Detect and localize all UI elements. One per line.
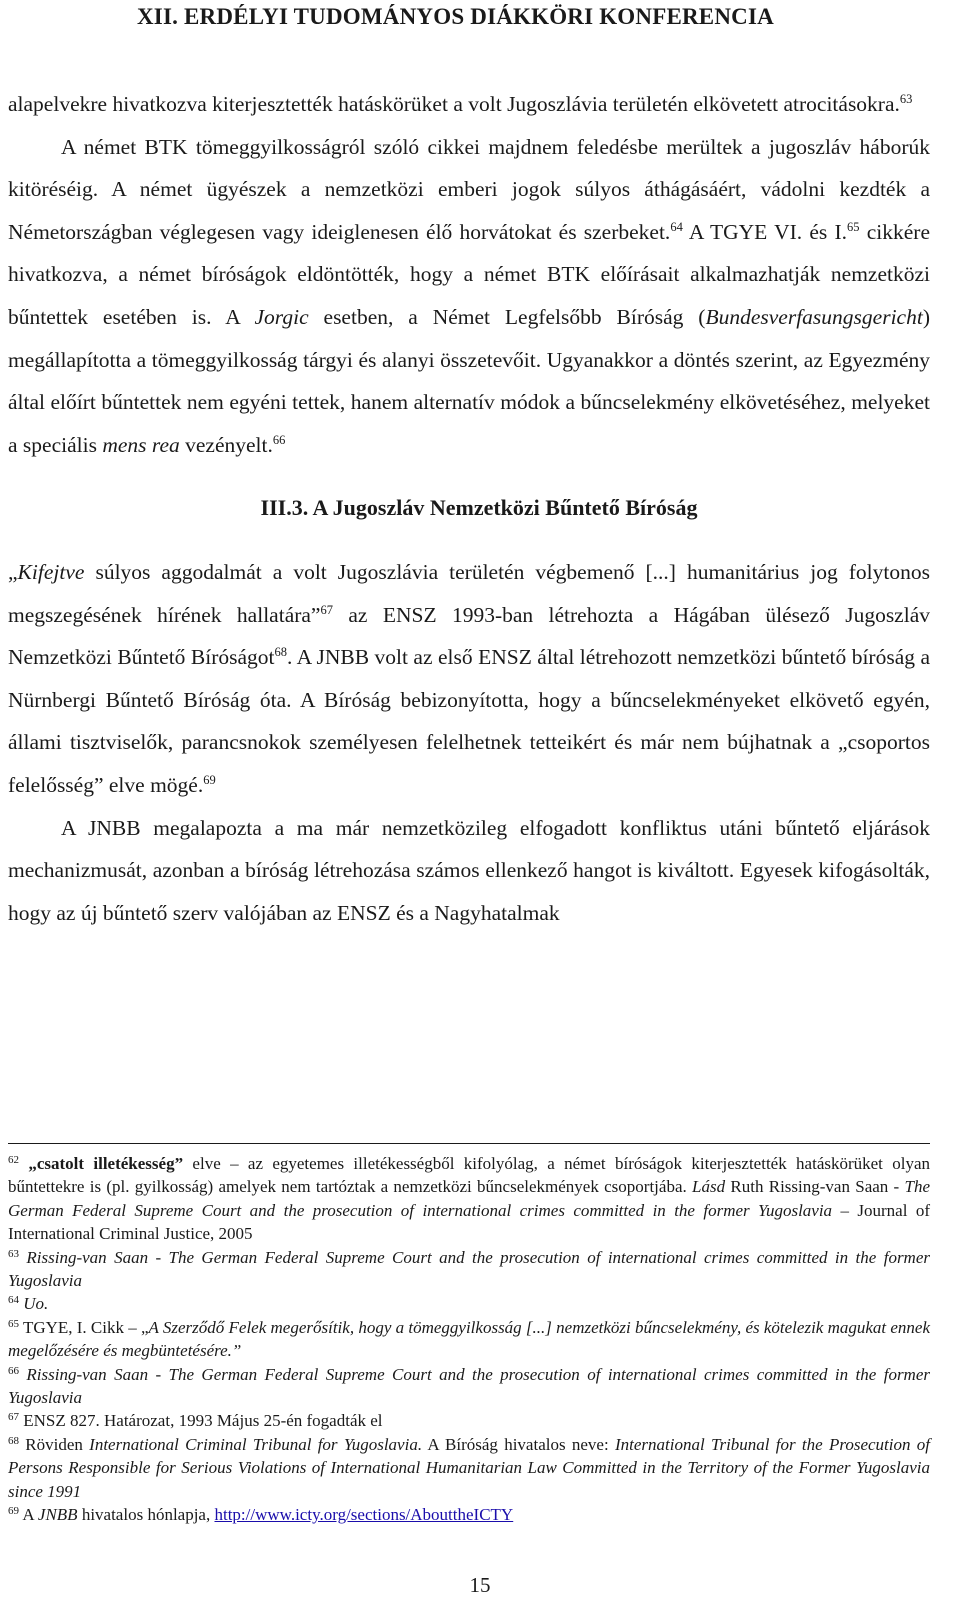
footnote-68: $^{68}$ Röviden International Criminal Tribunal for Yugoslavia. A Bíróság hivatalos neve: International Tribunal for the Prosecution of Persons Responsible for Serious Violations of International Humanitarian Law Committed in the Territory of the Former Yugoslavia since 1991 <box>8 1434 930 1501</box>
icty-link[interactable]: http://www.icty.org/sections/AbouttheICTY <box>214 1505 514 1525</box>
paragraph-4: A JNBB megalapozta a ma már nemzetközileg elfogadott konfliktus utáni bűntető eljárások mechanizmusát, azonban a bíróság létrehozása számos ellenkező hangot is kiváltott. Egyesek kifogásolták, hogy az új bűntető szerv valójában az ENSZ és a Nagyhatalmak <box>8 815 930 925</box>
footnote-69: $^{69}$ A JNBB hivatalos hónlapja, http://www.icty.org/sections/AbouttheICTY <box>8 1505 514 1525</box>
footnote-ref-65[interactable]: 65 <box>847 219 860 234</box>
footnote-ref-69[interactable]: 69 <box>203 772 216 787</box>
main-text <box>8 83 930 934</box>
section-heading: III.3. A Jugoszláv Nemzetközi Bűntető Bíróság <box>260 495 698 521</box>
footnote-67: $^{67}$ ENSZ 827. Határozat, 1993 Május 25-én fogadták el <box>8 1411 383 1431</box>
footnote-66: $^{66}$ Rissing-van Saan - The German Federal Supreme Court and the prosecution of international crimes committed in the former Yugoslavia <box>8 1364 930 1408</box>
footnote-ref-67[interactable]: 67 <box>320 602 333 617</box>
footnote-ref-68[interactable]: 68 <box>274 645 287 660</box>
footnote-62: $^{62}$ „csatolt illetékesség” elve – az egyetemes illetékességből kifolyólag, a német bíróságok kiterjesztették hatáskörüket olyan bűntettekre is (pl. gyilkosság) amelyek nem tartóztak a nemzetközi bűncselekmények csoportjába. Lásd Ruth Rissing-van Saan - The German Federal Supreme Court and the prosecution of international crimes committed in the former Yugoslavia – Journal of International Criminal Justice, 2005 <box>8 1154 931 1244</box>
footnotes <box>8 1152 930 1527</box>
paragraph-1: alapelvekre hivatkozva kiterjesztették hatáskörüket a volt Jugoszlávia területén elkövetett atrocitásokra.$^{63}$ <box>8 92 913 116</box>
footnote-63: $^{63}$ Rissing-van Saan - The German Federal Supreme Court and the prosecution of international crimes committed in the former Yugoslavia <box>8 1247 930 1291</box>
page-number: 15 <box>469 1573 491 1597</box>
footnote-ref-63[interactable]: 63 <box>899 92 913 106</box>
footnote-65: $^{65}$ TGYE, I. Cikk – „A Szerződő Felek megerősítik, hogy a tömeggyilkosság [...] nemzetközi bűncselekmény, és kötelezik magukat ennek megelőzésére és megbüntetésére.” <box>8 1317 931 1361</box>
conference-header: XII. ERDÉLYI TUDOMÁNYOS DIÁKKÖRI KONFERENCIA <box>137 4 774 29</box>
footnote-ref-66[interactable]: 66 <box>272 432 286 447</box>
footnote-separator <box>8 1143 930 1144</box>
footnote-ref-64[interactable]: 64 <box>670 219 683 234</box>
paragraph-2: A német BTK tömeggyilkosságról szóló cikkei majdnem feledésbe merültek a jugoszláv háborúk kitöréséig. A német ügyészek a nemzetközi emberi jogok súlyos áthágásáért, vádolni kezdték a Németországban véglegesen vagy ideiglenesen élő horvátokat és szerbeket.$^{64}$ A TGYE VI. és I.$^{65}$ cikkére hivatkozva, a német bíróságok eldöntötték, hogy a német BTK előírásait alkalmazhatják nemzetközi bűntettek esetében is. A Jorgic esetben, a Német Legfelsőbb Bíróság (Bundesverfasungsgericht) megállapította a tömeggyilkosság tárgyi és alanyi összetevőit. Ugyanakkor a döntés szerint, az Egyezmény által előírt bűntettek nem egyéni tettek, hanem alternatív módok a bűncselekmény elkövetéséhez, melyeket a speciális mens rea vezényelt.$^{66}$ <box>8 134 930 457</box>
paragraph-3: „Kifejtve súlyos aggodalmát a volt Jugoszlávia területén végbemenő [...] humanitárius jog folytonos megszegésének hírének hallatára”$^{67}$ az ENSZ 1993-ban létrehozta a Hágában ülésező Jugoszláv Nemzetközi Bűntető Bíróságot$^{68}$. A JNBB volt az első ENSZ által létrehozott nemzetközi bűntető bíróság a Nürnbergi Bűntető Bíróság óta. A Bíróság bebizonyította, hogy a bűncselekményeket elkövető egyén, állami tisztviselők, parancsnokok személyesen felelhetnek tetteikért és már nem bújhatnak a „csoportos felelősség” elve mögé.$^{69}$ <box>8 559 930 797</box>
footnote-64: $^{64}$ Uo. <box>8 1294 49 1314</box>
